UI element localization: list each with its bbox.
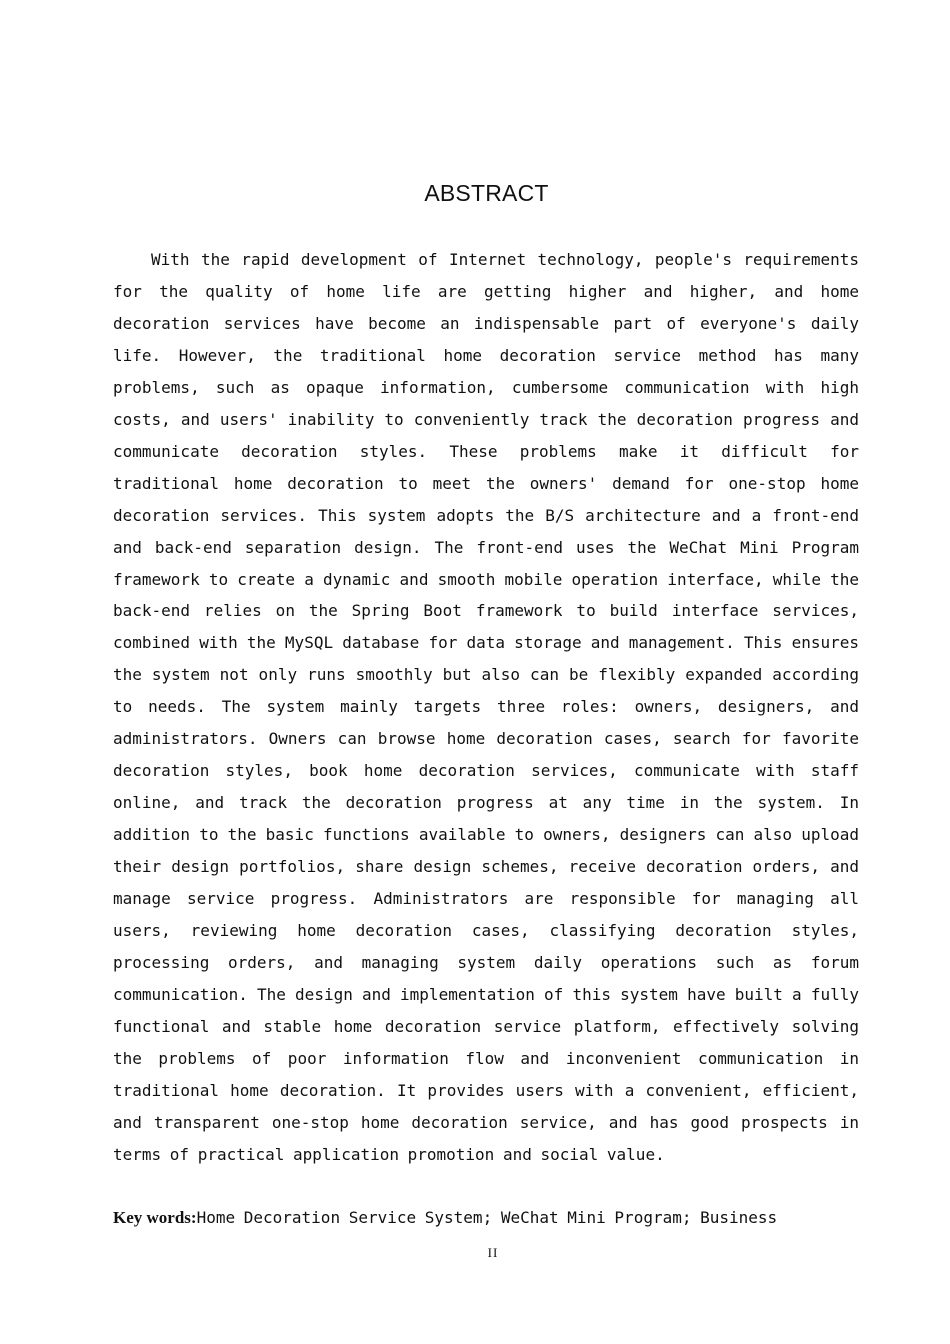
abstract-body: With the rapid development of Internet technology, people's requirements for the quality of home life are getting higher and higher, and home decoration services have become an indispensable part of everyone's daily life. However, the traditional home decoration service method has many problems, such as opaque information, cumbersome communication with high costs, and users' inability to conveniently track the decoration progress and communicate decoration styles. These problems make it difficult for traditional home decoration to meet the owners' demand for one-stop home decoration services. This system adopts the B/S architecture and a front-end and back-end separation design. The front-end uses the WeChat Mini Program framework to create a dynamic and smooth mobile operation interface, while the back-end relies on the Spring Boot framework to build interface services, combined with the MySQL database for data storage and management. This ensures the system not only runs smoothly but also can be flexibly expanded according to needs. The system mainly targets three roles: owners, designers, and administrators. Owners can browse home decoration cases, search for favorite decoration styles, book home decoration services, communicate with staff online, and track the decoration progress at any time in the system. In addition to the basic functions available to owners, designers can also upload their design portfolios, share design schemes, receive decoration orders, and manage service progress. Administrators are responsible for managing all users, reviewing home decoration cases, classifying decoration styles, processing orders, and managing system daily operations such as forum communication. The design and implementation of this system have built a fully functional and stable home decoration service platform, effectively solving the problems of poor information flow and inconvenient communication in traditional home decoration. It provides users with a convenient, efficient, and transparent one-stop home decoration service, and has good prospects in terms of practical application promotion and social value. — [113, 250, 859, 1164]
abstract-title: ABSTRACT — [424, 180, 549, 206]
keywords-line — [113, 1202, 873, 1234]
keywords-label: Key words: — [113, 1208, 197, 1227]
page-number: II — [487, 1245, 499, 1260]
keywords-text: Home Decoration Service System; WeChat Mini Program; Business — [196, 1208, 778, 1227]
